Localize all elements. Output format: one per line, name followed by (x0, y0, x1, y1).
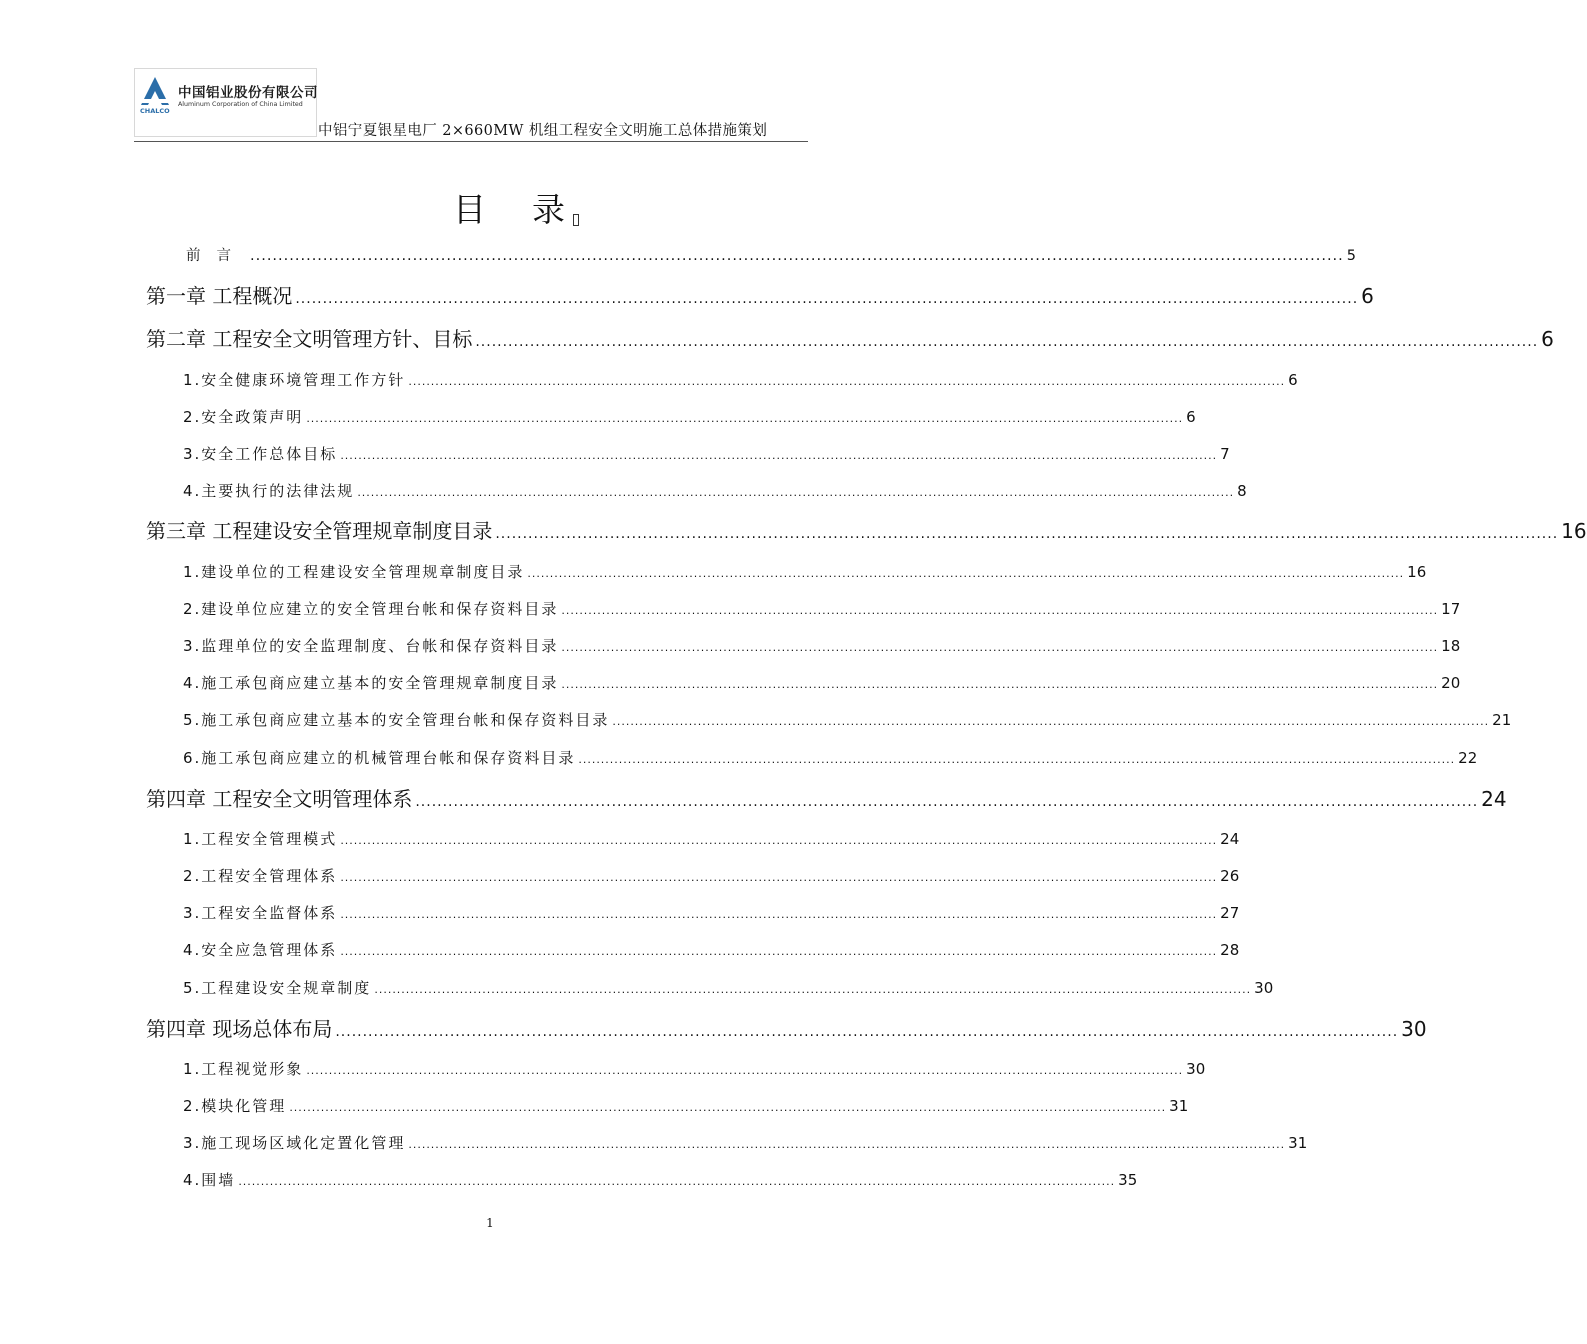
toc-dot-leader: ................................................................................................................................................................................................... (578, 753, 1456, 766)
toc-dot-leader: ................................................................................................................................................................................................... (340, 908, 1218, 921)
toc-entry-label: 第四章 工程安全文明管理体系 (146, 787, 413, 811)
toc-section-entry[interactable] (183, 635, 1461, 656)
document-header-title: 中铝宁夏银星电厂 2×660MW 机组工程安全文明施工总体措施策划 (318, 123, 768, 139)
toc-entry-page: 6 (1288, 371, 1298, 389)
toc-dot-leader: ................................................................................................................................................................................................... (340, 945, 1218, 958)
toc-section-entry[interactable] (183, 1095, 1189, 1116)
toc-chapter-entry[interactable] (146, 323, 1554, 352)
toc-entry-page: 20 (1441, 674, 1461, 692)
toc-dot-leader: ................................................................................................................................................................................................... (357, 486, 1235, 499)
toc-dot-leader: ................................................................................................................................................................................................... (475, 334, 1539, 350)
toc-entry-label: 3.安全工作总体目标 (183, 445, 338, 463)
toc-chapter-entry[interactable] (146, 1013, 1427, 1042)
toc-dot-leader: ................................................................................................................................................................................................... (612, 715, 1490, 728)
toc-entry-label: 3.监理单位的安全监理制度、台帐和保存资料目录 (183, 637, 559, 655)
toc-entry-label: 1.安全健康环境管理工作方针 (183, 371, 406, 389)
toc-chapter-entry[interactable] (146, 515, 1587, 544)
toc-section-entry[interactable] (183, 369, 1298, 390)
toc-dot-leader: ................................................................................................................................................................................................... (306, 412, 1184, 425)
toc-dot-leader: ................................................................................................................................................................................................... (289, 1101, 1167, 1114)
toc-section-entry[interactable] (183, 672, 1461, 693)
toc-entry-page: 21 (1492, 711, 1512, 729)
toc-entry-label: 5.工程建设安全规章制度 (183, 979, 372, 997)
toc-heading-part1: 目 (453, 190, 486, 229)
toc-entry-label: 6.施工承包商应建立的机械管理台帐和保存资料目录 (183, 749, 576, 767)
placeholder-glyph-box (573, 214, 579, 226)
toc-section-entry[interactable] (183, 709, 1512, 730)
logo-company-name-en: Aluminum Corporation of China Limited (178, 101, 303, 108)
toc-entry-page: 24 (1220, 830, 1240, 848)
toc-dot-leader: ................................................................................................................................................................................................... (306, 1064, 1184, 1077)
toc-entry-label: 4.主要执行的法律法规 (183, 482, 355, 500)
toc-dot-leader: ................................................................................................................................................................................................... (527, 567, 1405, 580)
toc-dot-leader: ................................................................................................................................................................................................... (335, 1024, 1399, 1040)
toc-dot-leader: ................................................................................................................................................................................................... (415, 794, 1479, 810)
toc-entry-page: 6 (1541, 327, 1554, 351)
toc-entry-label: 2.模块化管理 (183, 1097, 287, 1115)
toc-section-entry[interactable] (183, 561, 1427, 582)
toc-heading-part2: 录 (532, 190, 565, 229)
toc-chapter-entry[interactable] (146, 783, 1507, 812)
toc-entry-label: 4.安全应急管理体系 (183, 941, 338, 959)
toc-entry-label: 2.工程安全管理体系 (183, 867, 338, 885)
toc-entry-page: 31 (1169, 1097, 1189, 1115)
toc-entry-label: 2.安全政策声明 (183, 408, 304, 426)
toc-entry-label: 2.建设单位应建立的安全管理台帐和保存资料目录 (183, 600, 559, 618)
toc-entry-page: 28 (1220, 941, 1240, 959)
logo-company-name-cn: 中国铝业股份有限公司 (178, 85, 318, 101)
toc-entry-label: 第二章 工程安全文明管理方针、目标 (146, 327, 473, 351)
toc-entry-page: 31 (1288, 1134, 1308, 1152)
toc-dot-leader: ................................................................................................................................................................................................... (408, 1138, 1286, 1151)
toc-section-entry[interactable] (183, 939, 1240, 960)
toc-entry-page: 16 (1561, 519, 1587, 543)
logo-brand-text: CHALCO (140, 107, 170, 115)
toc-chapter-entry[interactable] (146, 280, 1374, 309)
toc-section-entry[interactable] (183, 828, 1240, 849)
toc-entry-page: 26 (1220, 867, 1240, 885)
toc-section-entry[interactable] (183, 406, 1196, 427)
toc-entry-page: 30 (1401, 1017, 1427, 1041)
toc-dot-leader: ................................................................................................................................................................................................... (561, 678, 1439, 691)
toc-entry-page: 18 (1441, 637, 1461, 655)
toc-entry-page: 22 (1458, 749, 1478, 767)
toc-entry-page: 30 (1186, 1060, 1206, 1078)
toc-entry-label: 1.工程安全管理模式 (183, 830, 338, 848)
toc-entry-page: 8 (1237, 482, 1247, 500)
toc-dot-leader: ................................................................................................................................................................................................... (408, 375, 1286, 388)
toc-entry-label: 前言 (186, 248, 247, 264)
toc-dot-leader: ................................................................................................................................................................................................... (295, 291, 1359, 307)
toc-entry-page: 6 (1361, 284, 1374, 308)
toc-dot-leader: ................................................................................................................................................................................................... (374, 983, 1252, 996)
toc-dot-leader: ................................................................................................................................................................................................... (340, 834, 1218, 847)
toc-entry-label: 第三章 工程建设安全管理规章制度目录 (146, 519, 493, 543)
toc-dot-leader: ................................................................................................................................................................................................... (340, 449, 1218, 462)
toc-entry-page: 30 (1254, 979, 1274, 997)
toc-entry-page: 35 (1118, 1171, 1138, 1189)
toc-section-entry[interactable] (183, 443, 1230, 464)
toc-entry-page: 16 (1407, 563, 1427, 581)
toc-section-entry[interactable] (183, 1169, 1138, 1190)
toc-entry-label: 3.施工现场区域化定置化管理 (183, 1134, 406, 1152)
toc-section-entry[interactable] (183, 1058, 1206, 1079)
toc-section-entry[interactable] (183, 977, 1274, 998)
toc-entry-label: 1.建设单位的工程建设安全管理规章制度目录 (183, 563, 525, 581)
toc-section-entry[interactable] (183, 865, 1240, 886)
toc-entry-label: 4.围墙 (183, 1171, 236, 1189)
toc-dot-leader: ................................................................................................................................................................................................... (561, 641, 1439, 654)
toc-entry-page: 27 (1220, 904, 1240, 922)
toc-section-entry[interactable] (186, 244, 1357, 265)
toc-entry-page: 7 (1220, 445, 1230, 463)
toc-dot-leader: ................................................................................................................................................................................................... (561, 604, 1439, 617)
company-logo (134, 68, 317, 137)
toc-section-entry[interactable] (183, 747, 1478, 768)
page-number: 1 (486, 1216, 494, 1230)
toc-heading (453, 184, 565, 231)
toc-dot-leader: ................................................................................................................................................................................................... (238, 1175, 1116, 1188)
toc-entry-page: 6 (1186, 408, 1196, 426)
toc-entry-label: 3.工程安全监督体系 (183, 904, 338, 922)
toc-section-entry[interactable] (183, 1132, 1308, 1153)
toc-entry-page: 17 (1441, 600, 1461, 618)
toc-entry-page: 24 (1481, 787, 1507, 811)
toc-dot-leader: ................................................................................................................................................................................................... (495, 526, 1559, 542)
toc-entry-label: 5.施工承包商应建立基本的安全管理台帐和保存资料目录 (183, 711, 610, 729)
toc-section-entry[interactable] (183, 480, 1247, 501)
toc-entry-label: 第一章 工程概况 (146, 284, 293, 308)
toc-section-entry[interactable] (183, 902, 1240, 923)
toc-entry-label: 第四章 现场总体布局 (146, 1017, 333, 1041)
toc-dot-leader: ................................................................................................................................................................................................... (340, 871, 1218, 884)
toc-dot-leader: ................................................................................................................................................................................................... (250, 248, 1344, 264)
toc-section-entry[interactable] (183, 598, 1461, 619)
toc-entry-label: 4.施工承包商应建立基本的安全管理规章制度目录 (183, 674, 559, 692)
toc-entry-page: 5 (1346, 248, 1357, 264)
header-divider (134, 141, 808, 142)
toc-entry-label: 1.工程视觉形象 (183, 1060, 304, 1078)
